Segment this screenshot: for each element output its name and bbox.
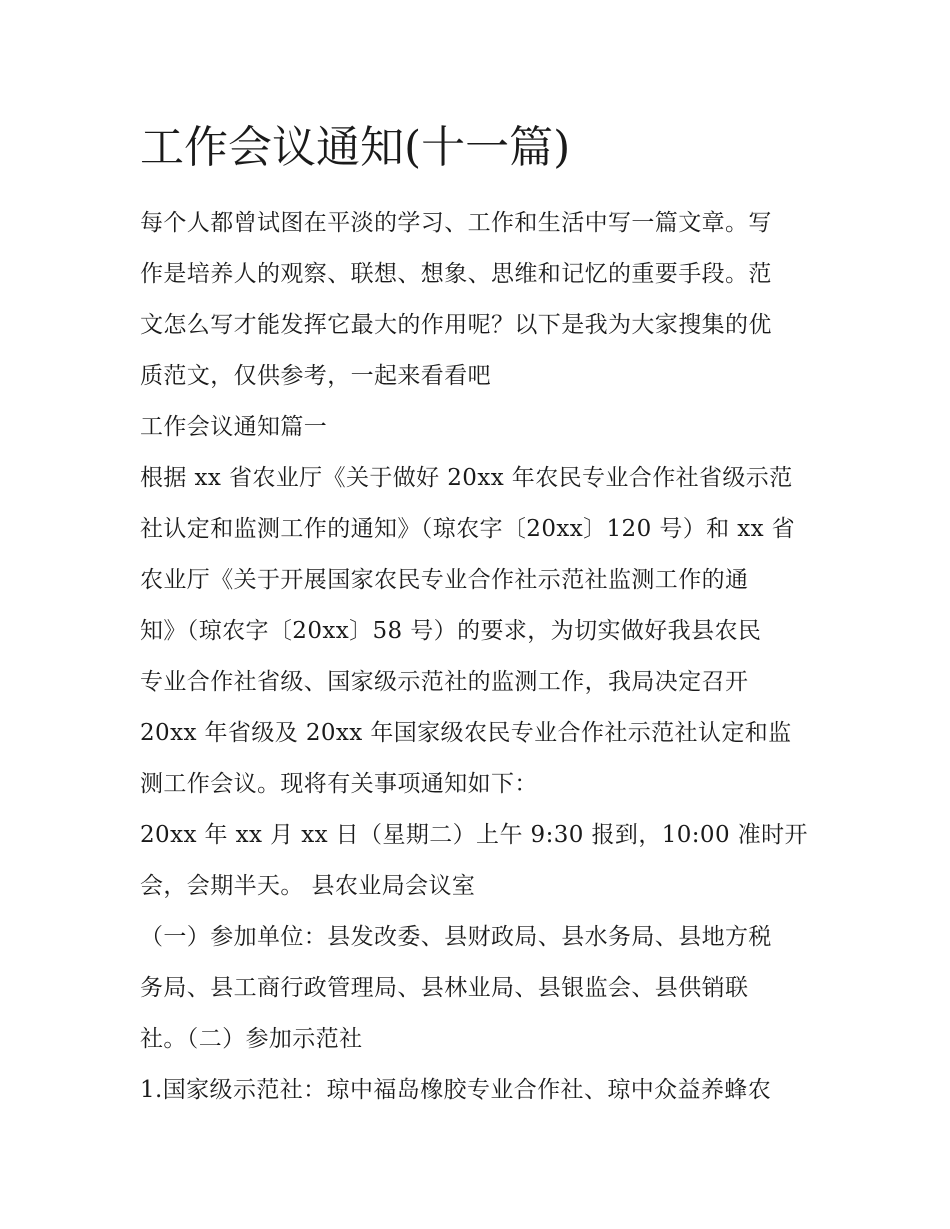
text-line: 20xx 年 xx 月 xx 日（星期二）上午 9:30 报到，10:00 准时开 xyxy=(140,822,808,848)
document-title: 工作会议通知(十一篇) xyxy=(140,122,571,173)
text-line: 文怎么写才能发挥它最大的作用呢？以下是我为大家搜集的优 xyxy=(140,312,772,338)
text-line: 会，会期半天。 县农业局会议室 xyxy=(140,873,476,899)
text-line: 每个人都曾试图在平淡的学习、工作和生活中写一篇文章。写 xyxy=(140,210,772,236)
text-line: 作是培养人的观察、联想、想象、思维和记忆的重要手段。范 xyxy=(140,261,772,287)
text-line: 质范文，仅供参考，一起来看看吧 xyxy=(140,363,491,389)
text-line: 知》（琼农字〔20xx〕58 号）的要求，为切实做好我县农民 xyxy=(140,618,762,644)
document-body xyxy=(140,198,820,1116)
text-line: 农业厅《关于开展国家农民专业合作社示范社监测工作的通 xyxy=(140,567,749,593)
text-line: 根据 xx 省农业厅《关于做好 20xx 年农民专业合作社省级示范 xyxy=(140,465,793,491)
text-line: 1.国家级示范社：琼中福岛橡胶专业合作社、琼中众益养蜂农 xyxy=(140,1077,772,1103)
text-line: 社。（二）参加示范社 xyxy=(140,1026,363,1052)
text-line: （一）参加单位：县发改委、县财政局、县水务局、县地方税 xyxy=(140,924,772,950)
text-line: 务局、县工商行政管理局、县林业局、县银监会、县供销联 xyxy=(140,975,749,1001)
section-heading: 工作会议通知篇一 xyxy=(140,414,328,440)
text-line: 社认定和监测工作的通知》（琼农字〔20xx〕120 号）和 xx 省 xyxy=(140,516,796,542)
text-line: 测工作会议。现将有关事项通知如下： xyxy=(140,771,538,797)
text-line: 专业合作社省级、国家级示范社的监测工作，我局决定召开 xyxy=(140,669,749,695)
text-line: 20xx 年省级及 20xx 年国家级农民专业合作社示范社认定和监 xyxy=(140,720,792,746)
